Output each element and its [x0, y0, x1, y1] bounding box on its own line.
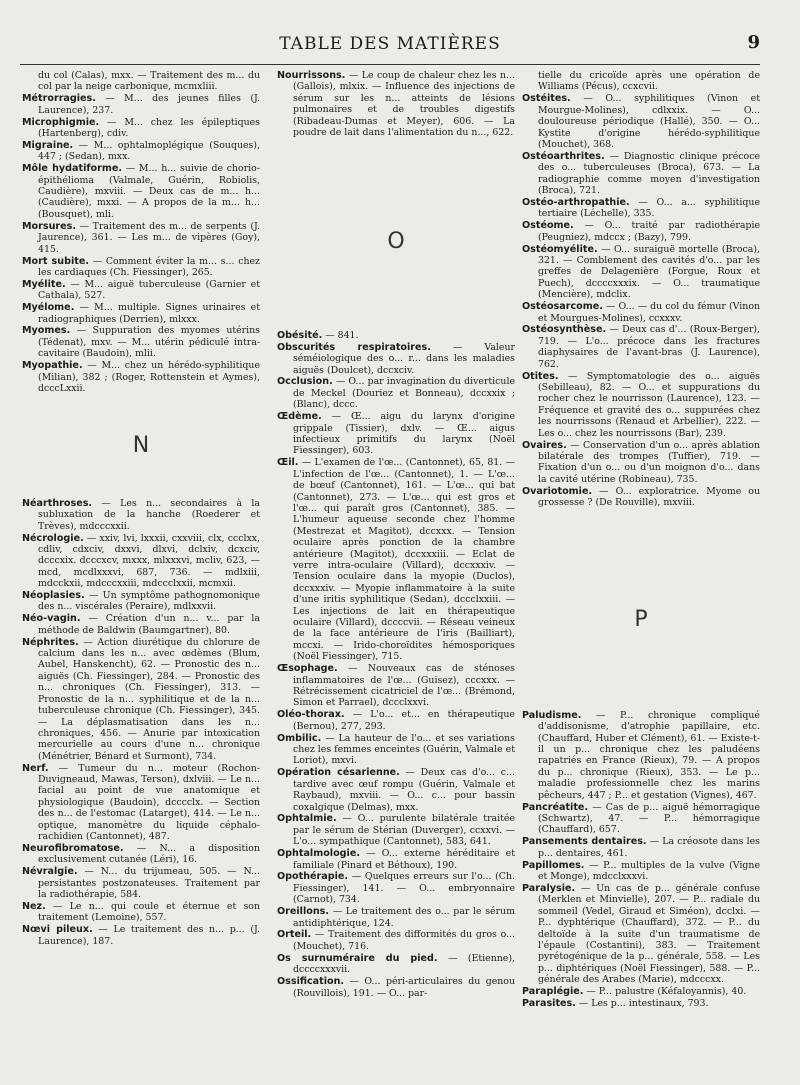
index-entry [277, 813, 515, 847]
entry-text: — Traitement des difformités du gros o... (Mouchet), 716. [293, 929, 515, 952]
index-entry [522, 371, 760, 439]
index-entry [22, 360, 260, 394]
index-entry [22, 221, 260, 255]
entry-text: — Les p... intestinaux, 793. [575, 998, 709, 1009]
index-entry [277, 457, 515, 662]
entry-text: — (Etienne), dccccxxxvii. [293, 952, 515, 976]
entry-headword: Môle hydatiforme. [22, 163, 123, 175]
index-entry [22, 498, 260, 532]
index-entry [22, 70, 260, 93]
entry-headword: Névralgie. [22, 866, 78, 878]
entry-headword: Nerf. [22, 762, 49, 774]
entry-text: — La hauteur de l'o... et ses variations chez les femmes enceintes (Guérin, Valmale et Loriot), mxvi. [293, 732, 515, 767]
index-entry [22, 924, 260, 947]
entry-headword: Os surnuméraire du pied. [277, 952, 438, 964]
entry-headword: Paludisme. [522, 709, 582, 721]
index-entry [277, 906, 515, 929]
entry-headword: Ovaires. [522, 439, 567, 451]
index-entry [22, 901, 260, 924]
entry-headword: Néoplasies. [22, 590, 85, 602]
index-entry [277, 871, 515, 905]
entry-headword: Néphrites. [22, 636, 79, 648]
index-entry [277, 953, 515, 976]
entry-text: — Le traitement des n... p... (J. Laurence), 187. [38, 924, 260, 947]
entry-headword: Ostéo-arthropathie. [522, 196, 630, 208]
entry-text: — Œ... aigu du larynx d'origine grippale (Tissier), dxlv. — Œ... aigus infectieux primitifs du larynx (Noël Fiessinger), 603. [293, 411, 515, 457]
entry-text: — P... multiples de la vulve (Vigne et Monge), mdcclxxxvi. [538, 859, 760, 883]
entry-text: — Deux cas d'o... c... tardive avec œuf rompu (Guérin, Valmale et Raybaud), mxviii. — O... c... pour bassin coxalgique (Delmas), mxx. [293, 767, 515, 813]
index-entry [522, 324, 760, 370]
entry-headword: Nourrissons. [277, 70, 346, 81]
entry-text: — Action diurétique du chlorure de calcium dans les n... avec œdèmes (Blum, Aubel, Hanskencht), 62. — Pronostic des n... aiguës (Ch. Fiessinger), 284. — Pronostic des n... chroniques (Ch. Fiessinger), 313. — Pronostic de la n... syphilitique et de la n... tuberculeuse chronique (Ch. Fiessinger), 345. — La déplasmatisation dans les n... chroniques, 456. — Anurie par intoxication mercurielle au cours d'une n... chronique (Ménétrier, Bénard et Surmont), 734. [38, 636, 260, 762]
entry-text: — Un cas de p... générale confuse (Merklen et Minvielle), 207. — P... radiale du sommeil (Vedel, Giraud et Siméon), dcclxi. — P... dyphtérique (Chauffard), 372. — P... du deltoïde à la suite d'un traumatisme de l'épaule (Costantini), 383. — Traitement pyrétogénique de la p... générale, 558. — Les p... diphtériques (Noël Fiessinger), 588. — P... générale des Arabes (Marie), mdcccxx. [538, 882, 760, 986]
entry-text: — O... péri-articulaires du genou (Rouvillois), 191. — O... par- [293, 976, 515, 999]
index-entry [277, 848, 515, 871]
index-entry [522, 301, 760, 324]
entry-text: — Le n... qui coule et éternue et son traitement (Lemoine), 557. [38, 901, 260, 924]
index-entry [522, 244, 760, 301]
entry-text: — M... chez les épileptiques (Hartenberg), cdiv. [38, 116, 260, 140]
index-entry [22, 117, 260, 140]
entry-text: — Traitement des m... de serpents (J. Jaurence), 361. — Les m... de vipères (Goy), 415. [38, 220, 260, 255]
entry-headword: Ostéosarcome. [522, 301, 603, 313]
entry-headword: Œil. [277, 457, 299, 469]
entry-text: — M... h... suivie de chorio-épithélioma (Valmale, Guérin, Robiolis, Caudière), mxviii. — Deux cas de m... h... (Caudière), mxxi. — A propos de la m... h... (Bousquet), mli. [38, 163, 260, 220]
entry-headword: Néo-vagin. [22, 613, 81, 625]
entry-headword: Ostéomyélite. [522, 243, 598, 255]
entry-text: — O... par invagination du diverticule de Meckel (Douriez et Bonneau), dccxxix ; (Blanc), dccc. [293, 376, 515, 411]
index-entry [22, 302, 260, 325]
entry-text: — M... des jeunes filles (J. Laurence), 237. [38, 93, 260, 116]
entry-headword: Obscurités respiratoires. [277, 341, 431, 353]
entry-headword: Ostéosynthèse. [522, 324, 607, 336]
entry-text: tielle du cricoïde après une opération de Williams (Pécus), ccxcvii. [538, 70, 760, 93]
entry-headword: Nécrologie. [22, 532, 84, 544]
page-title: TABLE DES MATIÈRES [279, 34, 501, 54]
section-letter-n: N [132, 433, 150, 459]
entry-text: — O... externe héréditaire et familiale (Pinard et Béthoux), 190. [293, 848, 515, 871]
entry-text: — La créosote dans les p... dentaires, 461. [538, 836, 760, 859]
entry-text: — Conservation d'un o... après ablation bilatérale des trompes (Tuffier), 719. — Fixation d'un o... ou d'un moignon d'o... dans la cavité utérine (Robineau), 735. [538, 439, 760, 485]
entry-headword: Oreillons. [277, 906, 330, 918]
entry-text: — Cas de p... aiguë hémorragique (Schwartz), 47. — P... hémorragique (Chauffard), 657. [538, 801, 760, 836]
entry-text: — O... a... syphilitique tertiaire (Léchelle), 335. [538, 196, 760, 220]
index-entry [522, 93, 760, 150]
entry-headword: Paralysie. [522, 882, 576, 894]
entry-text: — P... palustre (Kéfaloyannis), 40. [583, 986, 747, 998]
index-entry [22, 843, 260, 866]
entry-text: — L'examen de l'œ... (Cantonnet), 65, 81. — L'infection de l'œ... (Cantonnet), 1. — L'œ... de bœuf (Cantonnet), 161. — L'œ... qui bat (Cantonnet), 273. — L'œ... qui est gros et l'œ... qui paraît gros (Cantonnet), 385. — L'humeur aqueuse seconde chez l'homme (Mestrezat et Magitot), dccxxx. — Tension oculaire après ponction de la chambre antérieure (Magitot), dccxxxiii. — Eclat de verre intra-oculaire (Villard), dccxxxiv. — Tension oculaire dans la myopie (Duclos), dccxxxiv. — Myopie inflammatoire à la suite d'une iritis syphilitique (Sedan), dccclxxiii. — Les injections de lait en thérapeutique oculaire (Villard), dccccvii. — Réseau veineux de la face antérieure de l'iris (Bailliart), mccxi. — Irido-choroïdites hémosporiques (Noël Fiessinger), 715. [293, 457, 515, 663]
entry-headword: Myomes. [22, 325, 71, 337]
index-entry [522, 70, 760, 93]
entry-text: — Quelques erreurs sur l'o... (Ch. Fiessinger), 141. — O... embryonnaire (Carnot), 734. [293, 871, 515, 906]
entry-text: — xxiv, lvi, lxxxii, cxxviii, clx, ccclxx, cdliv, cdxciv, dxxvi, dlxvi, dclxiv, dcxciv, dcccxix. dcccxcv, mxxx, mlxxxvi, mcliv, 623, — mcd, mcdlxxxvi, 687, 736. — mdlxiii, mdcckxii, mdcccxxiii, mdccclxxii, mcmxii. [38, 532, 260, 590]
entry-headword: Morsures. [22, 220, 77, 232]
entry-text: — Le traitement des o... par le sérum antidiphtérique, 124. [293, 906, 515, 929]
index-entry [22, 325, 260, 359]
entry-headword: Myélite. [22, 278, 66, 290]
entry-text: — Comment éviter la m... s... chez les cardiaques (Ch. Fiessinger), 265. [38, 255, 260, 278]
entry-text: — N... a disposition exclusivement cutanée (Léri), 16. [38, 842, 260, 866]
entry-headword: Myélome. [22, 302, 75, 314]
entry-headword: Œdème. [277, 411, 322, 423]
entry-headword: Pancréatite. [522, 801, 589, 813]
index-entry [277, 709, 515, 732]
index-entry [277, 663, 515, 709]
entry-text: — Deux cas d'... (Roux-Berger), 719. — L'o... précoce dans les fractures diaphysaires de l'avant-bras (J. Laurence), 762. [538, 324, 760, 370]
index-entry [522, 197, 760, 220]
entry-text: — O... purulente bilatérale traitée par le sérum de Stérian (Duverger), ccxxvi. — L'o... sympathique (Cantonnet), 583, 641. [293, 813, 515, 848]
entry-headword: Mort subite. [22, 255, 89, 267]
entry-text: — Suppuration des myomes utérins (Tédenat), mxv. — M... utérin pédiculé intra-cavitaire (Baudoin), mlii. [38, 325, 260, 360]
entry-headword: Ophtalmie. [277, 813, 337, 825]
index-entry [522, 440, 760, 486]
entry-text: — Création d'un n... v... par la méthode de Baldwin (Baumgartner), 80. [38, 613, 260, 636]
index-entry [22, 256, 260, 279]
index-entry [22, 163, 260, 220]
entry-headword: Paraplégie. [522, 986, 584, 998]
entry-headword: Otites. [522, 370, 559, 382]
index-entry [277, 411, 515, 457]
entry-headword: Œsophage. [277, 663, 338, 675]
column-2 [277, 70, 515, 999]
entry-headword: Oléo-thorax. [277, 709, 345, 721]
entry-headword: Nez. [22, 901, 46, 912]
index-entry [277, 767, 515, 813]
index-entry [522, 710, 760, 801]
entry-text: — O... syphilitiques (Vinon et Mourgue-Molines), cdlxxix. — O... douloureuse périodique (Hallé), 350. — O... Kystite d'origine hérédo-syphilitique (Mouchet), 368. [538, 93, 760, 150]
index-entry [522, 220, 760, 243]
entry-headword: Papillomes. [522, 859, 585, 871]
index-entry [522, 486, 760, 509]
entry-headword: Occlusion. [277, 376, 333, 388]
entry-text: — 841. [322, 329, 359, 341]
index-entry [277, 929, 515, 952]
index-entry [522, 802, 760, 836]
entry-headword: Ophtalmologie. [277, 848, 360, 860]
entry-text: — M... chez un hérédo-syphilitique (Milian), 382 ; (Roger, Rottenstein et Aymes), dcccLxxii. [38, 360, 260, 394]
entry-text: — Un symptôme pathognomonique des n... viscérales (Peraire), mdlxxvii. [38, 590, 260, 613]
index-entry [22, 763, 260, 843]
header-rule [20, 64, 760, 65]
index-entry [522, 883, 760, 986]
entry-text: — Le coup de chaleur chez les n... (Gallois), mlxix. — Influence des injections de sérum sur les n... atteints de lésions pulmonaires et de troubles digestifs (Ribadeau-Dumas et Meyer), 606. — La poudre de lait dans l'alimentation du n..., 622. [293, 70, 515, 139]
index-entry [277, 976, 515, 999]
section-letter-p: P [634, 607, 648, 633]
entry-text: — O... exploratrice. Myome ou grossesse ? (De Rouville), mxviii. [538, 485, 760, 509]
entry-headword: Obésité. [277, 329, 323, 341]
entry-text: — O... traité par radiothérapie (Peugniez), mdccx ; (Bazy), 799. [538, 220, 760, 243]
entry-text: — Valeur séméiologique des o... r... dans les maladies aiguës (Doulcet), dccxciv. [293, 341, 515, 376]
entry-headword: Ostéites. [522, 93, 571, 105]
column-1 [22, 70, 260, 948]
entry-headword: Opothérapie. [277, 871, 349, 883]
entry-headword: Ostéome. [522, 220, 574, 232]
entry-text: — Tumeur du n... moteur (Rochon-Duvigneaud, Mawas, Terson), dxlviii. — Le n... facial au point de vue anatomique et physiologique (Baudoin), dcccclx. — Section des n... de l'estomac (Latarget), 414. — Le n... optique, manomètre du liquide céphalo-rachidien (Cantonnet), 487. [38, 762, 260, 843]
entry-headword: Métrorragies. [22, 93, 96, 105]
section-letter-o: O [387, 229, 405, 255]
entry-text: — M... multiple. Signes urinaires et radiographiques (Derrien), mlxxx. [38, 302, 260, 325]
page-header [20, 30, 760, 60]
column-3 [522, 70, 760, 1010]
index-entry [277, 733, 515, 767]
entry-text: — Diagnostic clinique précoce des o... tuberculeuses (Broca), 673. — La radiographie comme moyen d'investigation (Broca), 721. [538, 150, 760, 197]
entry-headword: Ombilic. [277, 732, 322, 744]
index-entry [522, 998, 760, 1009]
entry-text: — M... ophtalmoplégique (Souques), 447 ; (Sedan), mxx. [38, 139, 260, 163]
entry-headword: Opération césarienne. [277, 767, 400, 779]
index-entry [22, 533, 260, 590]
index-entry [522, 860, 760, 883]
index-entry [277, 330, 515, 341]
entry-text: — N... du trijumeau, 505. — N... persistantes postzonateuses. Traitement par la radiothérapie, 584. [38, 866, 260, 901]
index-entry [277, 376, 515, 410]
entry-text: — O... suraiguë mortelle (Broca), 321. — Comblement des cavités d'o... par les greffes de Delagenière (Forgue, Roux et Puech), dccccxxxix. — O... traumatique (Mencière), mdclix. [538, 243, 760, 301]
entry-headword: Néarthroses. [22, 497, 93, 509]
entry-text: — O... — du col du fémur (Vinon et Mourgues-Molines), ccxxxv. [538, 301, 760, 324]
index-entry [277, 70, 515, 138]
entry-headword: Pansements dentaires. [522, 836, 647, 848]
entry-text: — M... aiguë tuberculeuse (Garnier et Cathala), 527. [38, 278, 260, 302]
index-entry [22, 140, 260, 163]
entry-headword: Ossification. [277, 976, 345, 988]
entry-text: — Nouveaux cas de sténoses inflammatoires de l'œ... (Guisez), cccxxx. — Rétrécissement cicatriciel de l'œ... (Brémond, Simon et Parrael), dccclxxvi. [293, 663, 515, 709]
entry-headword: Nœvi pileux. [22, 924, 93, 936]
entry-headword: Ovariotomie. [522, 485, 593, 497]
index-entry [522, 986, 760, 997]
index-entry [22, 93, 260, 116]
entry-headword: Orteil. [277, 929, 312, 941]
index-entry [522, 151, 760, 197]
entry-headword: Parasites. [522, 998, 576, 1009]
entry-text: — Les n... secondaires à la subluxation de la hanche (Roederer et Trèves), mdcccxxii. [38, 497, 260, 532]
entry-headword: Neurofibromatose. [22, 842, 124, 854]
entry-text: — L'o... et... en thérapeutique (Bernou), 277, 293. [293, 709, 515, 732]
page-number: 9 [747, 32, 760, 53]
entry-headword: Microphigmie. [22, 116, 100, 128]
index-entry [522, 836, 760, 859]
index-entry [22, 613, 260, 636]
index-entry [22, 279, 260, 302]
entry-text: — Symptomatologie des o... aiguës (Sebilleau), 82. — O... et suppurations du rocher chez le nourrisson (Laurence), 123. — Fréquence et gravité des o... suppurées chez les nourrissons (Renaud et Arbellier), 222. — Les o... chez les nourrissons (Bar), 239. [538, 370, 760, 439]
index-entry [22, 637, 260, 762]
index-entry [22, 866, 260, 900]
entry-headword: Myopathie. [22, 360, 83, 372]
entry-headword: Migraine. [22, 139, 74, 151]
entry-text: du col (Calas), mxx. — Traitement des m... du col par la neige carbonique, mcmxliii. [38, 70, 260, 93]
entry-headword: Ostéoarthrites. [522, 150, 605, 162]
index-entry [22, 590, 260, 613]
entry-text: — P... chronique compliqué d'addisonisme, d'atrophie papillaire, etc. (Chauffard, Huber et Clément), 61. — Existe-t-il un p... chronique chez les paludéens rapatriés en France (Rieux), 79. — A propos du p... chronique (Rieux), 353. — Le p... maladie professionnelle chez les marins pêcheurs, 447 ; P... et gestation (Vignes), 467. [538, 709, 760, 801]
index-entry [277, 342, 515, 376]
